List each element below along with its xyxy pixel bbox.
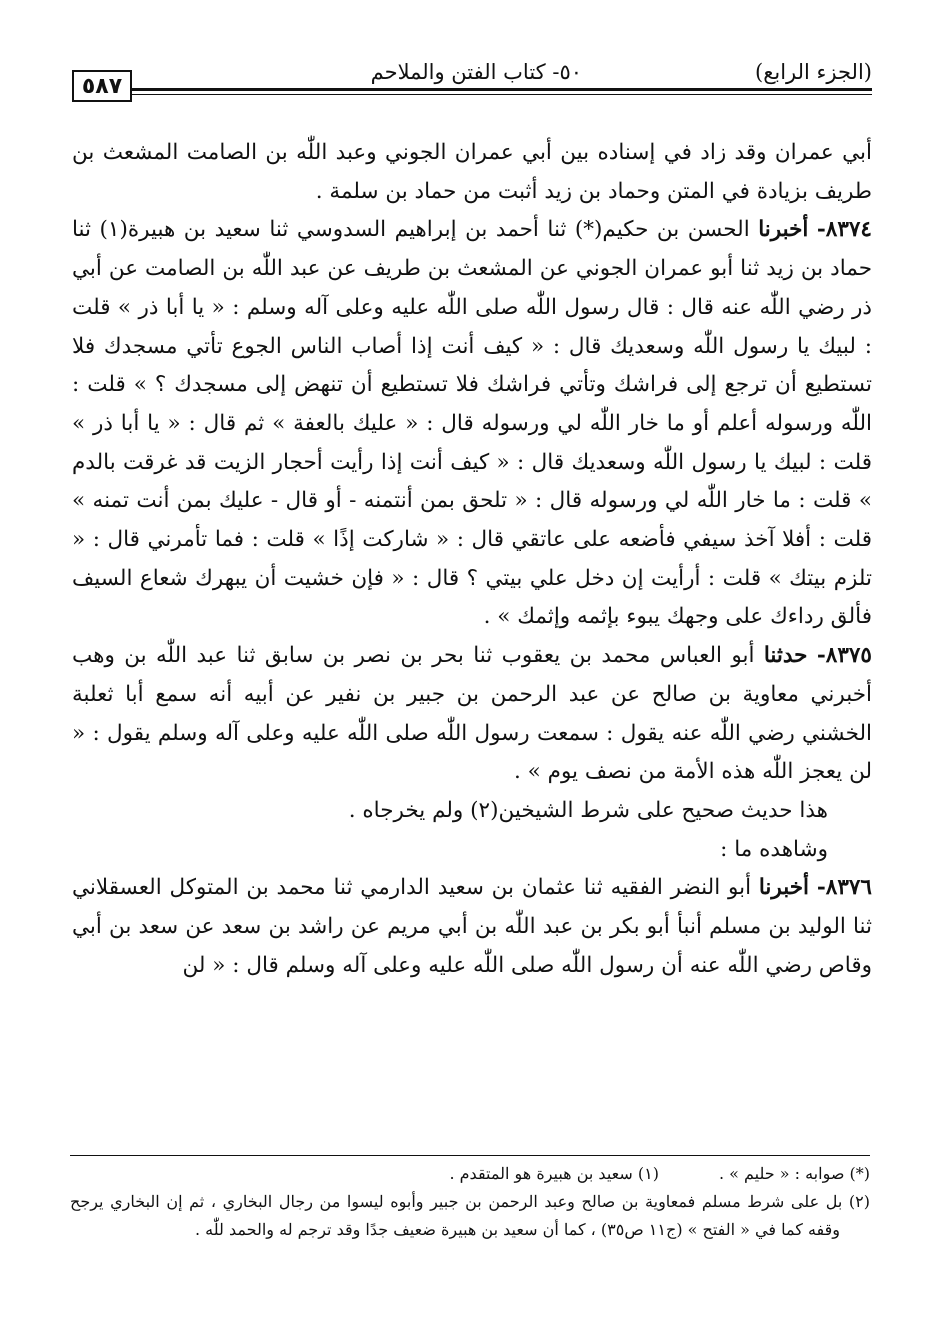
footnote-separator: [70, 1155, 870, 1156]
footnote-row: [70, 1160, 870, 1188]
page-number: ٥٨٧: [72, 70, 132, 102]
header-rule-thin: [130, 94, 872, 95]
footnotes: [70, 1160, 870, 1244]
main-text: [72, 134, 872, 985]
transmission-verb: حدثنا: [763, 643, 808, 669]
hadith-number: ٨٣٧٥-: [816, 643, 872, 669]
volume-label: (الجزء الرابع): [755, 60, 872, 84]
header-rule: [130, 88, 872, 91]
footnote-star: (*) صوابه : « حليم » .: [718, 1164, 870, 1183]
hadith-number: ٨٣٧٤-: [816, 217, 872, 243]
book-title: ٥٠- كتاب الفتن والملاحم: [370, 60, 582, 84]
hadith-number: ٨٣٧٦-: [816, 875, 872, 901]
footnote-1: (١) سعيد بن هبيرة هو المتقدم .: [449, 1164, 659, 1183]
hadith-8374: [72, 211, 872, 637]
hadith-text: الحسن بن حكيم(*) ثنا أحمد بن إبراهيم السدوسي ثنا سعيد بن هبيرة(١) ثنا حماد بن زيد ثنا أبو عمران الجوني عن المشعث بن طريف عن عبد اللّٰه بن الصامت عن أبي ذر رضي اللّٰه عنه قال : قال رسول اللّٰه صلى اللّٰه عليه وعلى آله وسلم : « يا أبا ذر » قلت : لبيك يا رسول اللّٰه وسعديك قال : « كيف أنت إذا أصاب الناس الجوع تأتي مسجدك فلا تستطيع أن ترجع إلى فراشك وتأتي فراشك فلا تستطيع أن تنهض إلى مسجدك ؟ » قلت : اللّٰه ورسوله أعلم أو ما خار اللّٰه لي ورسوله قال : « عليك بالعفة » ثم قال : « يا أبا ذر » قلت : لبيك يا رسول اللّٰه وسعديك قال : « كيف أنت إذا رأيت أحجار الزيت قد غرقت بالدم » قلت : ما خار اللّٰه لي ورسوله قال : « تلحق بمن أنتمنه - أو قال - عليك بمن أنت تمنه » قلت : أفلا آخذ سيفي فأضعه على عاتقي قال : « شاركت إذًا » قلت : فما تأمرني قال : « تلزم بيتك » قلت : أرأيت إن دخل علي بيتي ؟ قال : « فإن خشيت أن يبهرك شعاع السيف فألق رداءك على وجهك يبوء بإثمه وإثمك » .: [72, 217, 872, 630]
page-header: [72, 60, 872, 100]
hadith-text: أبو العباس محمد بن يعقوب ثنا بحر بن نصر بن سابق ثنا عبد اللّٰه بن وهب أخبرني معاوية بن صالح عن عبد الرحمن بن جبير بن نفير عن أبيه أنه سمع أبا ثعلبة الخشني رضي اللّٰه عنه يقول : سمعت رسول اللّٰه صلى اللّٰه عليه وعلى آله وسلم يقول : « لن يعجز اللّٰه هذه الأمة من نصف يوم » .: [72, 643, 872, 785]
hadith-8375: [72, 637, 872, 792]
grading-note: هذا حديث صحيح على شرط الشيخين(٢) ولم يخرجاه .: [348, 797, 828, 823]
hadith-8376: [72, 869, 872, 985]
witness-intro: وشاهده ما :: [720, 836, 828, 862]
transmission-verb: أخبرنا: [758, 217, 809, 243]
footnote-2: (٢) بل على شرط مسلم فمعاوية بن صالح وعبد الرحمن بن جبير وأبوه ليسوا من رجال البخاري ، ثم إن البخاري يرجح وقفه كما في « الفتح » (ج١١ ص٣٥) ، كما أن سعيد بن هبيرة ضعيف جدًا وقد ترجم له والحمد للّٰه .: [70, 1192, 870, 1239]
transmission-verb: أخبرنا: [758, 875, 810, 901]
paragraph-continuation: أبي عمران وقد زاد في إسناده بين أبي عمران الجوني وعبد اللّٰه بن الصامت المشعث بن طريف بزيادة في المتن وحماد بن زيد أثبت من حماد بن سلمة .: [72, 140, 872, 204]
hadith-text: أبو النضر الفقيه ثنا عثمان بن سعيد الدارمي ثنا محمد بن المتوكل العسقلاني ثنا الوليد بن مسلم أنبأ أبو بكر بن عبد اللّٰه بن أبي مريم عن راشد بن سعد عن سعد بن أبي وقاص رضي اللّٰه عنه أن رسول اللّٰه صلى اللّٰه عليه وعلى آله وسلم قال : « لن: [72, 875, 872, 978]
